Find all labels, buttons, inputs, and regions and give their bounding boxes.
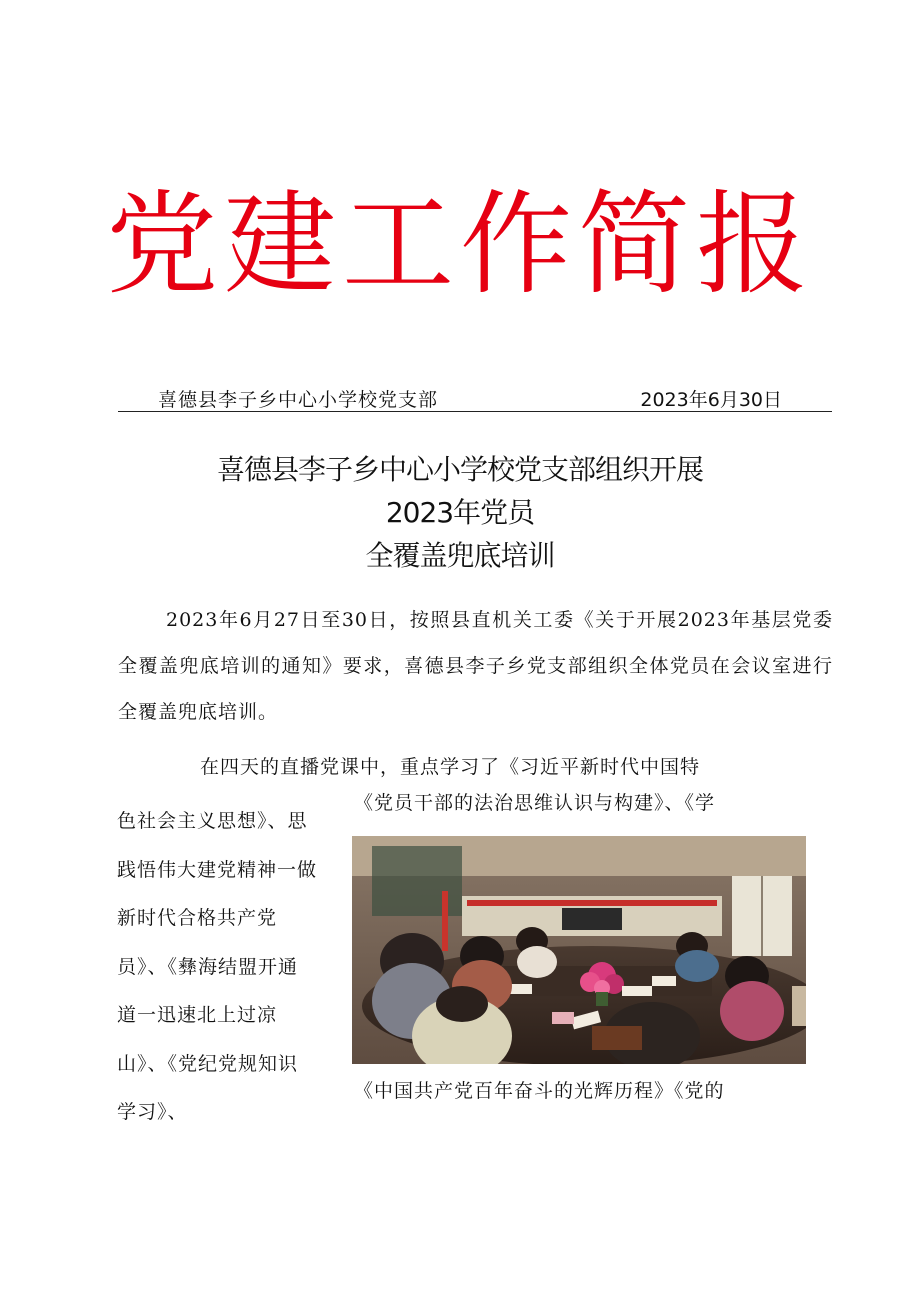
text-line: 山》、《党纪党规知识 xyxy=(117,1052,299,1075)
text-line: 色社会主义思想》、思 xyxy=(117,810,308,832)
article-title xyxy=(0,448,920,577)
text-line: 新时代合格共产党 xyxy=(117,907,278,929)
text-line: 员》、《彝海结盟开通 xyxy=(117,955,299,978)
paragraph-study-lead: 在四天的直播党课中，重点学习了《习近平新时代中国特 xyxy=(200,756,701,778)
article-title-line: 2023年党员 xyxy=(385,496,535,529)
paragraph-study-left-column xyxy=(117,797,339,1137)
text-line: 道一迅速北上过凉 xyxy=(117,1004,278,1026)
issuing-organization: 喜德县李子乡中心小学校党支部 xyxy=(158,389,439,411)
issue-date: 2023年6月30日 xyxy=(640,389,782,411)
paragraph-intro: 2023年6月27日至30日，按照县直机关工委《关于开展2023年基层党委全覆盖兜底培训的通知》要求，喜德县李子乡党支部组织全体党员在会议室进行全覆盖兜底培训。 xyxy=(118,609,833,723)
article-title-line: 喜德县李子乡中心小学校党支部组织开展 xyxy=(216,453,703,486)
training-photo xyxy=(352,836,806,1064)
issue-info-bar xyxy=(118,381,832,412)
text-line: 学习》、 xyxy=(117,1101,188,1123)
article-title-line: 全覆盖兜底培训 xyxy=(365,539,555,572)
paragraph-study-right-bottom: 《中国共产党百年奋斗的光辉历程》《党的 xyxy=(354,1080,725,1102)
text-line: 践悟伟大建党精神一做 xyxy=(117,858,318,881)
masthead-title: 党建工作简报 xyxy=(106,180,814,310)
paragraph-study-right-top: 《党员干部的法治思维认识与构建》、《学 xyxy=(354,792,716,814)
